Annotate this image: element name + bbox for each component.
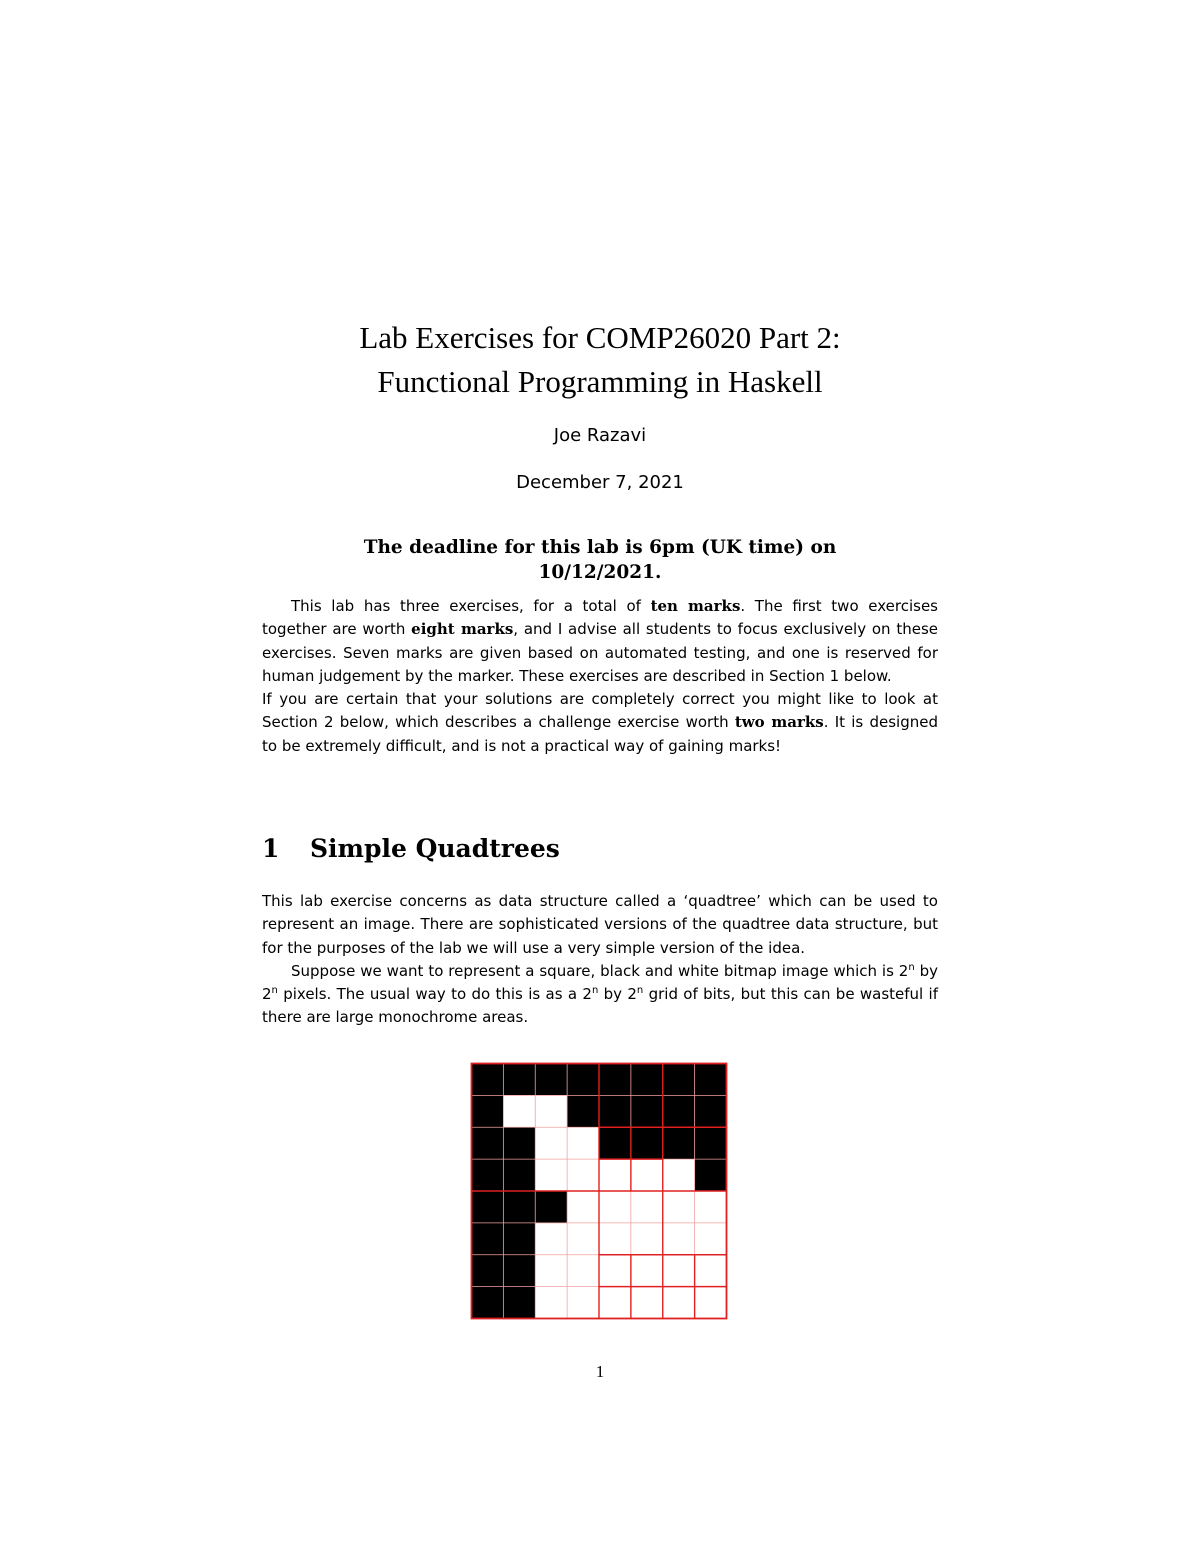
deadline-line-2: 10/12/2021. xyxy=(538,562,662,583)
pixel-cell xyxy=(567,1095,599,1127)
pixel-cell xyxy=(472,1287,504,1319)
pixel-cell xyxy=(631,1255,663,1287)
pixel-cell xyxy=(535,1127,567,1159)
author-name: Joe Razavi xyxy=(553,425,647,446)
pixel-cell xyxy=(567,1064,599,1096)
pixel-cell xyxy=(472,1095,504,1127)
section-title: Simple Quadtrees xyxy=(310,834,560,863)
pixel-cell xyxy=(599,1287,631,1319)
pixel-cell xyxy=(663,1255,695,1287)
pixel-cell xyxy=(631,1095,663,1127)
pixel-cell xyxy=(503,1223,535,1255)
pixel-cell xyxy=(695,1095,727,1127)
publication-date: December 7, 2021 xyxy=(516,472,684,493)
pixel-cell xyxy=(663,1127,695,1159)
intro-paragraph-1: This lab has three exercises, for a total of ten marks. The first two exercises together are worth eight marks, and I advise all students to focus exclusively on these exercises. Seven marks are given based on automated testing, and one is reserved for human judgement by the marker. These exercises are described in Section 1 below. xyxy=(262,597,938,685)
pixel-cell xyxy=(472,1223,504,1255)
pixel-cell xyxy=(599,1064,631,1096)
pixel-cell xyxy=(663,1159,695,1191)
pixel-cell xyxy=(631,1159,663,1191)
pixel-cell xyxy=(472,1191,504,1223)
pixel-cell xyxy=(631,1064,663,1096)
pixel-cell xyxy=(695,1255,727,1287)
pixel-cell xyxy=(695,1191,727,1223)
section-body xyxy=(262,890,938,1030)
pixel-cell xyxy=(663,1064,695,1096)
pixel-cell xyxy=(631,1287,663,1319)
pixel-cell xyxy=(567,1127,599,1159)
section-number: 1 xyxy=(262,834,280,863)
pixel-cell xyxy=(535,1223,567,1255)
pixel-cell xyxy=(695,1159,727,1191)
pixel-cell xyxy=(503,1287,535,1319)
pixel-cell xyxy=(567,1159,599,1191)
pixel-cell xyxy=(535,1255,567,1287)
pixel-cell xyxy=(599,1191,631,1223)
pixel-cell xyxy=(503,1095,535,1127)
deadline-notice xyxy=(262,535,938,585)
intro-paragraph-2: If you are certain that your solutions are completely correct you might like to look at Section 2 below, which describes a challenge exercise worth two marks. It is designed to be extremely difficult, and is not a practical way of gaining marks! xyxy=(262,690,938,755)
pixel-cell xyxy=(631,1223,663,1255)
pixel-cell xyxy=(599,1095,631,1127)
pixel-cell xyxy=(695,1064,727,1096)
page-number: 1 xyxy=(595,1362,605,1381)
pixel-cell xyxy=(535,1159,567,1191)
pixel-cell xyxy=(599,1159,631,1191)
pixel-cell xyxy=(567,1255,599,1287)
pixel-cell xyxy=(472,1255,504,1287)
pixel-cell xyxy=(472,1064,504,1096)
title-line-2: Functional Programming in Haskell xyxy=(377,364,823,399)
pixel-cell xyxy=(535,1287,567,1319)
pixel-cell xyxy=(567,1223,599,1255)
section-paragraph-1: This lab exercise concerns as data structure called a ‘quadtree’ which can be used to represent an image. There are sophisticated versions of the quadtree data structure, but for the purposes of the lab we will use a very simple version of the idea. xyxy=(262,892,938,957)
pixel-cell xyxy=(503,1159,535,1191)
pixel-cell xyxy=(535,1064,567,1096)
pixel-cell xyxy=(599,1127,631,1159)
pixel-cell xyxy=(503,1255,535,1287)
pixel-cell xyxy=(472,1127,504,1159)
pixel-cell xyxy=(631,1191,663,1223)
pixel-cell xyxy=(695,1223,727,1255)
quadtree-bitmap-figure xyxy=(470,1062,728,1320)
pixel-cell xyxy=(663,1191,695,1223)
pixel-cell xyxy=(567,1287,599,1319)
section-paragraph-2: Suppose we want to represent a square, black and white bitmap image which is 2$^n$ by 2$^n$ pixels. The usual way to do this is as a 2$^n$ by 2$^n$ grid of bits, but this can be wasteful if there are large monochrome areas. xyxy=(262,961,939,1027)
pixel-cell xyxy=(599,1255,631,1287)
pixel-cell xyxy=(599,1223,631,1255)
pixel-cell xyxy=(503,1064,535,1096)
deadline-line-1: The deadline for this lab is 6pm (UK time) on xyxy=(363,537,837,558)
title-line-1: Lab Exercises for COMP26020 Part 2: xyxy=(359,320,841,355)
pixel-cell xyxy=(663,1223,695,1255)
pixel-cell xyxy=(695,1287,727,1319)
pixel-cell xyxy=(503,1191,535,1223)
pixel-cell xyxy=(663,1287,695,1319)
paper-title xyxy=(200,316,1000,404)
intro-text xyxy=(262,595,938,758)
pixel-cell xyxy=(535,1095,567,1127)
pixel-cell xyxy=(503,1127,535,1159)
pixel-cell xyxy=(695,1127,727,1159)
pixel-cell xyxy=(472,1159,504,1191)
pixel-cell xyxy=(663,1095,695,1127)
pixel-cell xyxy=(631,1127,663,1159)
pixel-cell xyxy=(567,1191,599,1223)
pixel-cell xyxy=(535,1191,567,1223)
section-heading xyxy=(262,834,560,863)
